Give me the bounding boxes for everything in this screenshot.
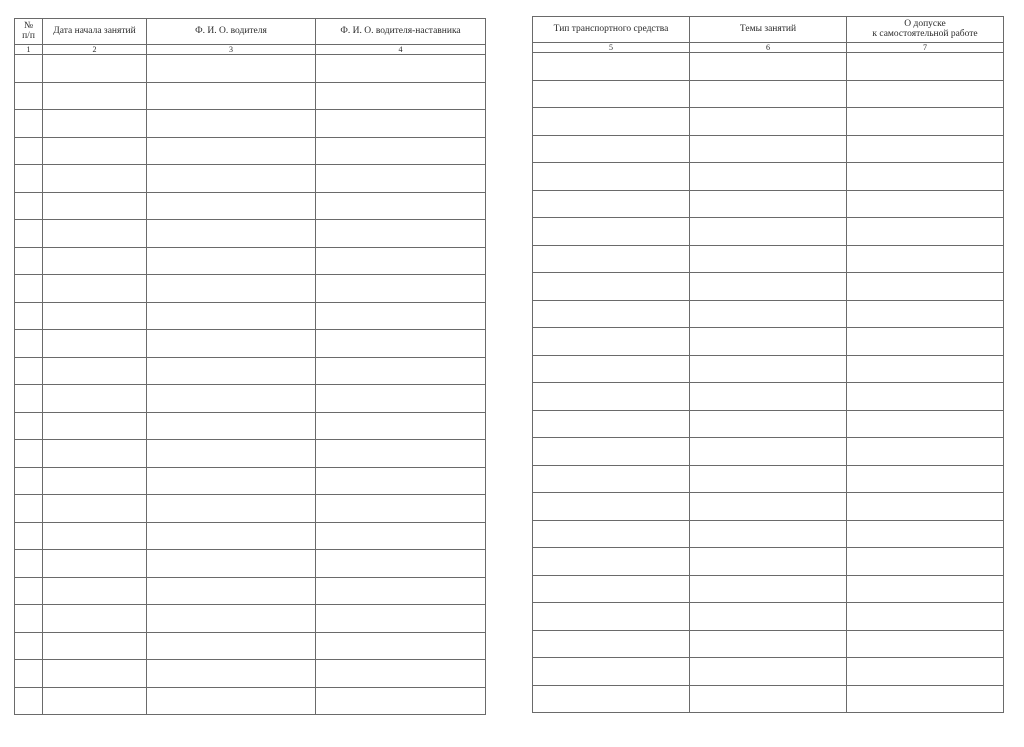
empty-cell: [690, 328, 847, 356]
table-row: [533, 685, 1004, 713]
column-number: 4: [316, 45, 486, 55]
table-row: [533, 410, 1004, 438]
empty-cell: [533, 658, 690, 686]
empty-cell: [847, 438, 1004, 466]
empty-cell: [15, 192, 43, 220]
empty-cell: [15, 605, 43, 633]
table-row: [533, 438, 1004, 466]
empty-cell: [147, 82, 316, 110]
empty-cell: [316, 605, 486, 633]
empty-cell: [533, 135, 690, 163]
empty-cell: [847, 493, 1004, 521]
empty-cell: [147, 137, 316, 165]
table-row: [533, 658, 1004, 686]
right-journal-table: [532, 16, 1004, 713]
empty-cell: [690, 438, 847, 466]
empty-cell: [690, 190, 847, 218]
column-number: 3: [147, 45, 316, 55]
column-number: 1: [15, 45, 43, 55]
empty-cell: [316, 275, 486, 303]
empty-cell: [847, 630, 1004, 658]
column-number: 5: [533, 43, 690, 53]
empty-cell: [147, 687, 316, 715]
empty-cell: [533, 465, 690, 493]
empty-cell: [847, 108, 1004, 136]
empty-cell: [690, 135, 847, 163]
header-driver-name: Ф. И. О. водителя: [147, 19, 316, 45]
empty-cell: [43, 440, 147, 468]
empty-cell: [15, 632, 43, 660]
empty-cell: [15, 110, 43, 138]
empty-cell: [316, 247, 486, 275]
empty-cell: [147, 495, 316, 523]
empty-cell: [43, 302, 147, 330]
table-row: [15, 302, 486, 330]
empty-cell: [316, 632, 486, 660]
empty-cell: [847, 383, 1004, 411]
empty-cell: [147, 632, 316, 660]
empty-cell: [15, 385, 43, 413]
table-row: [15, 357, 486, 385]
empty-cell: [43, 330, 147, 358]
empty-cell: [15, 687, 43, 715]
table-row: [533, 630, 1004, 658]
empty-cell: [43, 110, 147, 138]
empty-cell: [533, 548, 690, 576]
empty-cell: [847, 355, 1004, 383]
empty-cell: [533, 410, 690, 438]
empty-cell: [847, 685, 1004, 713]
empty-cell: [847, 273, 1004, 301]
header-row: [533, 17, 1004, 43]
empty-cell: [15, 412, 43, 440]
empty-cell: [147, 550, 316, 578]
empty-cell: [690, 80, 847, 108]
empty-cell: [533, 520, 690, 548]
table-row: [533, 273, 1004, 301]
empty-cell: [316, 82, 486, 110]
empty-cell: [316, 110, 486, 138]
table-row: [15, 110, 486, 138]
table-row: [533, 245, 1004, 273]
empty-cell: [533, 273, 690, 301]
empty-cell: [533, 245, 690, 273]
empty-cell: [690, 493, 847, 521]
table-row: [15, 220, 486, 248]
empty-cell: [147, 220, 316, 248]
empty-cell: [533, 80, 690, 108]
empty-cell: [690, 410, 847, 438]
empty-cell: [690, 300, 847, 328]
empty-cell: [43, 192, 147, 220]
table-row: [533, 575, 1004, 603]
empty-cell: [847, 218, 1004, 246]
empty-cell: [533, 328, 690, 356]
table-row: [15, 412, 486, 440]
empty-cell: [533, 108, 690, 136]
table-row: [533, 163, 1004, 191]
empty-cell: [690, 245, 847, 273]
empty-cell: [147, 302, 316, 330]
empty-cell: [847, 163, 1004, 191]
empty-cell: [316, 660, 486, 688]
empty-cell: [43, 247, 147, 275]
table-row: [533, 520, 1004, 548]
table-row: [533, 108, 1004, 136]
empty-cell: [15, 137, 43, 165]
header-vehicle-type: Тип транспортного средства: [533, 17, 690, 43]
empty-cell: [43, 357, 147, 385]
table-row: [533, 328, 1004, 356]
empty-cell: [690, 658, 847, 686]
empty-cell: [690, 53, 847, 81]
empty-cell: [847, 520, 1004, 548]
empty-cell: [847, 575, 1004, 603]
empty-cell: [533, 53, 690, 81]
empty-cell: [43, 522, 147, 550]
empty-cell: [43, 577, 147, 605]
empty-cell: [147, 522, 316, 550]
table-row: [15, 660, 486, 688]
empty-cell: [147, 357, 316, 385]
empty-cell: [533, 603, 690, 631]
table-row: [15, 440, 486, 468]
empty-cell: [533, 218, 690, 246]
right-table-body: [533, 53, 1004, 713]
table-row: [533, 53, 1004, 81]
empty-cell: [847, 300, 1004, 328]
table-row: [533, 548, 1004, 576]
empty-cell: [147, 412, 316, 440]
empty-cell: [316, 385, 486, 413]
empty-cell: [690, 630, 847, 658]
empty-cell: [15, 275, 43, 303]
empty-cell: [316, 577, 486, 605]
empty-cell: [316, 165, 486, 193]
table-row: [15, 55, 486, 83]
empty-cell: [43, 165, 147, 193]
empty-cell: [690, 163, 847, 191]
empty-cell: [847, 328, 1004, 356]
empty-cell: [316, 192, 486, 220]
empty-cell: [316, 440, 486, 468]
empty-cell: [15, 330, 43, 358]
empty-cell: [15, 522, 43, 550]
empty-cell: [43, 385, 147, 413]
empty-cell: [533, 190, 690, 218]
empty-cell: [147, 467, 316, 495]
empty-cell: [15, 577, 43, 605]
empty-cell: [43, 55, 147, 83]
empty-cell: [15, 357, 43, 385]
empty-cell: [43, 220, 147, 248]
empty-cell: [316, 550, 486, 578]
empty-cell: [147, 330, 316, 358]
table-row: [533, 493, 1004, 521]
empty-cell: [43, 82, 147, 110]
table-row: [15, 165, 486, 193]
column-number-row: [15, 45, 486, 55]
empty-cell: [147, 440, 316, 468]
left-table-body: [15, 55, 486, 715]
empty-cell: [147, 247, 316, 275]
empty-cell: [533, 355, 690, 383]
header-number: № п/п: [15, 19, 43, 45]
empty-cell: [43, 660, 147, 688]
empty-cell: [690, 218, 847, 246]
empty-cell: [316, 412, 486, 440]
empty-cell: [43, 275, 147, 303]
table-row: [15, 192, 486, 220]
empty-cell: [15, 220, 43, 248]
header-start-date: Дата начала занятий: [43, 19, 147, 45]
table-row: [533, 218, 1004, 246]
table-row: [15, 632, 486, 660]
empty-cell: [316, 357, 486, 385]
empty-cell: [147, 577, 316, 605]
empty-cell: [147, 110, 316, 138]
table-row: [533, 190, 1004, 218]
empty-cell: [847, 603, 1004, 631]
table-row: [15, 330, 486, 358]
table-row: [15, 82, 486, 110]
empty-cell: [690, 603, 847, 631]
empty-cell: [15, 165, 43, 193]
empty-cell: [316, 55, 486, 83]
empty-cell: [533, 493, 690, 521]
empty-cell: [15, 82, 43, 110]
empty-cell: [847, 465, 1004, 493]
left-journal-table: [14, 18, 486, 715]
empty-cell: [15, 467, 43, 495]
empty-cell: [847, 53, 1004, 81]
empty-cell: [690, 273, 847, 301]
header-lesson-topics: Темы занятий: [690, 17, 847, 43]
table-row: [15, 605, 486, 633]
empty-cell: [316, 687, 486, 715]
table-row: [533, 355, 1004, 383]
empty-cell: [847, 245, 1004, 273]
table-row: [15, 275, 486, 303]
empty-cell: [43, 687, 147, 715]
empty-cell: [533, 163, 690, 191]
empty-cell: [43, 412, 147, 440]
table-row: [533, 383, 1004, 411]
empty-cell: [847, 135, 1004, 163]
empty-cell: [15, 302, 43, 330]
empty-cell: [690, 520, 847, 548]
table-row: [15, 687, 486, 715]
empty-cell: [690, 465, 847, 493]
empty-cell: [147, 385, 316, 413]
column-number: 2: [43, 45, 147, 55]
empty-cell: [847, 548, 1004, 576]
empty-cell: [147, 165, 316, 193]
table-row: [15, 550, 486, 578]
empty-cell: [147, 275, 316, 303]
table-row: [15, 495, 486, 523]
empty-cell: [316, 467, 486, 495]
header-row: [15, 19, 486, 45]
column-number: 7: [847, 43, 1004, 53]
empty-cell: [15, 495, 43, 523]
empty-cell: [15, 440, 43, 468]
empty-cell: [43, 605, 147, 633]
empty-cell: [316, 137, 486, 165]
empty-cell: [43, 495, 147, 523]
header-independent-work-admission: О допуске к самостоятельной работе: [847, 17, 1004, 43]
empty-cell: [533, 630, 690, 658]
empty-cell: [43, 467, 147, 495]
empty-cell: [316, 220, 486, 248]
table-row: [15, 247, 486, 275]
empty-cell: [690, 355, 847, 383]
empty-cell: [147, 605, 316, 633]
table-row: [533, 80, 1004, 108]
header-mentor-name: Ф. И. О. водителя-наставника: [316, 19, 486, 45]
empty-cell: [147, 660, 316, 688]
empty-cell: [15, 55, 43, 83]
table-row: [533, 300, 1004, 328]
empty-cell: [15, 247, 43, 275]
empty-cell: [43, 137, 147, 165]
empty-cell: [533, 685, 690, 713]
empty-cell: [847, 658, 1004, 686]
empty-cell: [533, 300, 690, 328]
table-row: [533, 465, 1004, 493]
table-row: [15, 577, 486, 605]
empty-cell: [533, 438, 690, 466]
empty-cell: [43, 632, 147, 660]
empty-cell: [43, 550, 147, 578]
table-row: [533, 603, 1004, 631]
table-row: [15, 385, 486, 413]
empty-cell: [316, 330, 486, 358]
empty-cell: [316, 302, 486, 330]
empty-cell: [690, 548, 847, 576]
empty-cell: [847, 190, 1004, 218]
empty-cell: [690, 108, 847, 136]
empty-cell: [533, 383, 690, 411]
table-row: [15, 467, 486, 495]
column-number: 6: [690, 43, 847, 53]
empty-cell: [316, 522, 486, 550]
empty-cell: [15, 550, 43, 578]
empty-cell: [690, 575, 847, 603]
table-row: [533, 135, 1004, 163]
empty-cell: [147, 192, 316, 220]
empty-cell: [316, 495, 486, 523]
table-row: [15, 522, 486, 550]
empty-cell: [690, 383, 847, 411]
empty-cell: [847, 410, 1004, 438]
empty-cell: [533, 575, 690, 603]
empty-cell: [690, 685, 847, 713]
table-row: [15, 137, 486, 165]
empty-cell: [15, 660, 43, 688]
empty-cell: [847, 80, 1004, 108]
empty-cell: [147, 55, 316, 83]
column-number-row: [533, 43, 1004, 53]
